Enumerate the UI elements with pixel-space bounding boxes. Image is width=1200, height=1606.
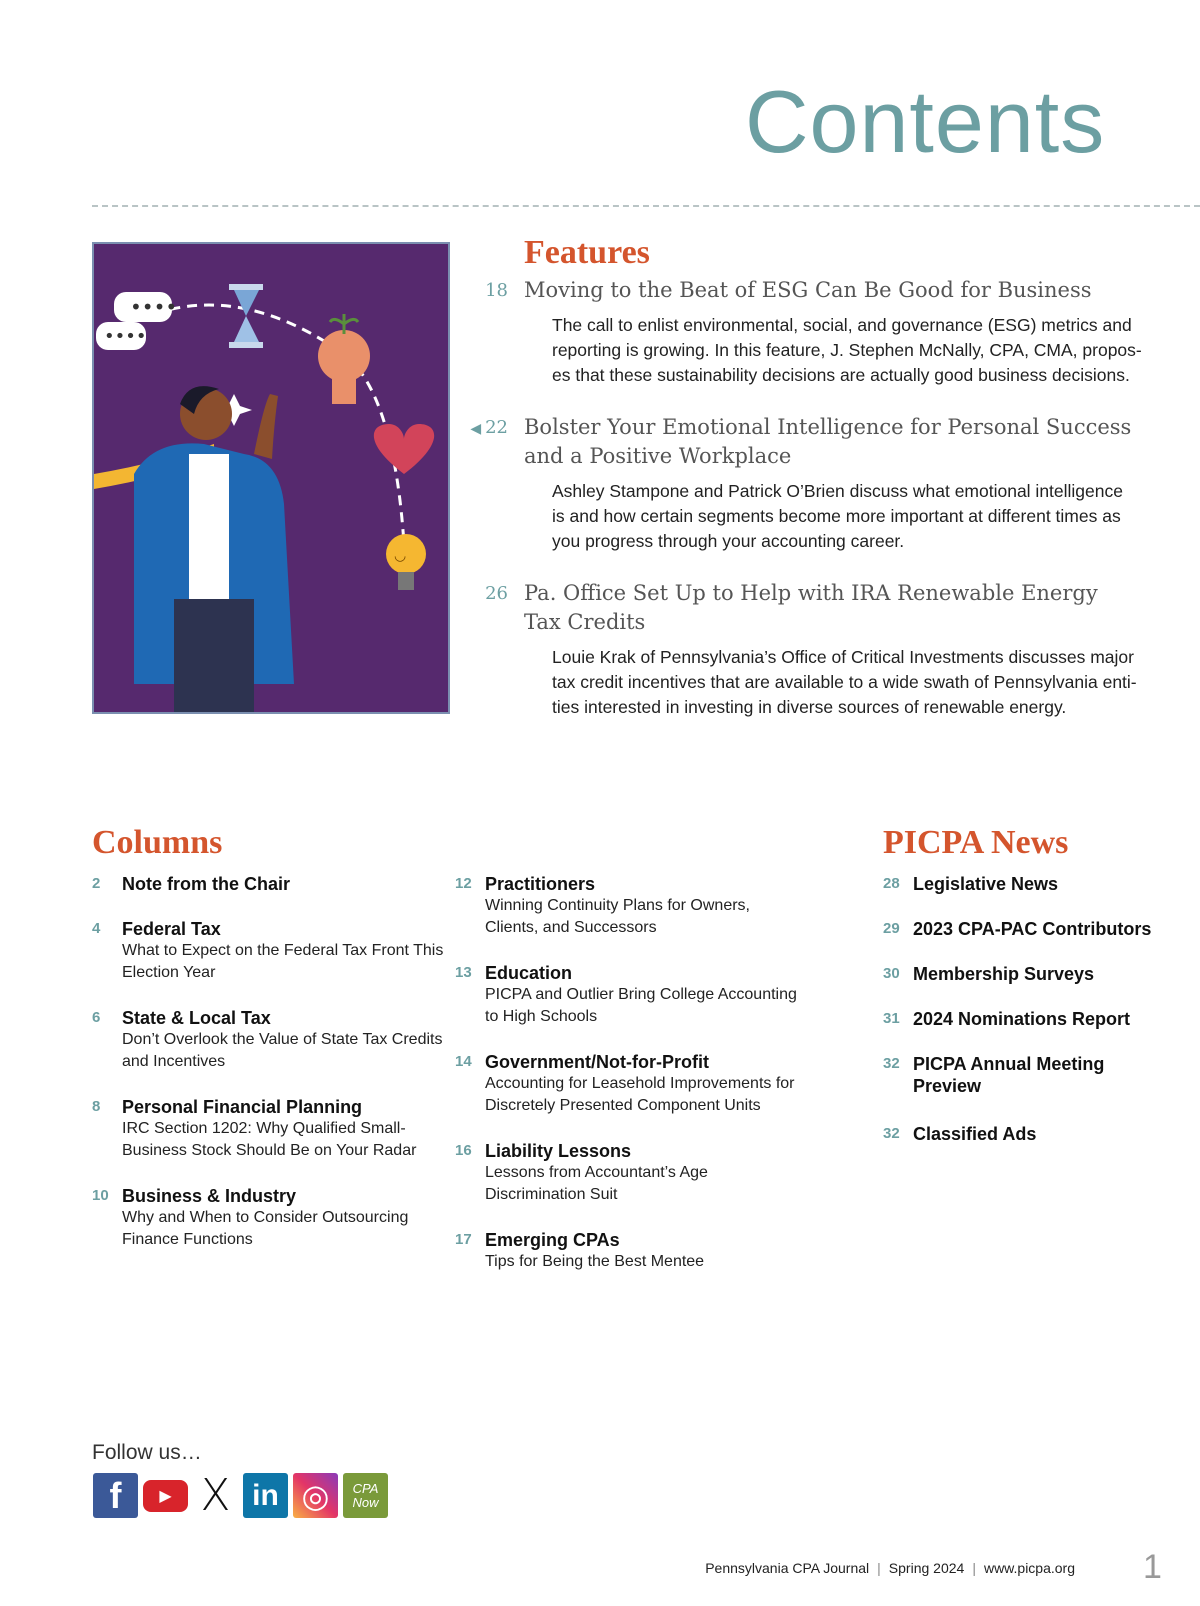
illustration-svg bbox=[94, 244, 448, 712]
feature-page-number-value: 22 bbox=[485, 417, 508, 438]
column-subtitle-line: Don’t Overlook the Value of State Tax Credits bbox=[122, 1031, 443, 1048]
column-item[interactable] bbox=[92, 918, 452, 984]
feature-desc-line: reporting is growing. In this feature, J. Stephen McNally, CPA, CMA, propos- bbox=[552, 340, 1142, 360]
feature-item[interactable] bbox=[460, 276, 1160, 388]
cpa-now-icon[interactable] bbox=[343, 1473, 388, 1518]
feature-title-line: and a Positive Workplace bbox=[524, 444, 792, 468]
feature-title[interactable] bbox=[524, 276, 1160, 305]
youtube-icon[interactable] bbox=[143, 1473, 188, 1518]
news-title: Preview bbox=[913, 1076, 982, 1096]
feature-item[interactable] bbox=[460, 579, 1160, 720]
footer-separator: | bbox=[972, 1560, 976, 1576]
news-title: Legislative News bbox=[913, 874, 1059, 894]
feature-title-line: Moving to the Beat of ESG Can Be Good for Business bbox=[524, 278, 1092, 302]
features-heading: Features bbox=[524, 234, 650, 271]
column-title: Emerging CPAs bbox=[485, 1230, 620, 1250]
feature-title-line: Bolster Your Emotional Intelligence for Personal Success bbox=[524, 415, 1132, 439]
linkedin-glyph: in bbox=[252, 1478, 279, 1512]
column-subtitle-line: What to Expect on the Federal Tax Front This bbox=[122, 942, 444, 959]
feature-desc-line: The call to enlist environmental, social, and governance (ESG) metrics and bbox=[552, 315, 1132, 335]
column-subtitle-line: Clients, and Successors bbox=[485, 919, 657, 936]
column-subtitle-line: Tips for Being the Best Mentee bbox=[485, 1253, 705, 1270]
feature-title-line: Pa. Office Set Up to Help with IRA Renewable Energy bbox=[524, 581, 1098, 605]
column-title: Government/Not-for-Profit bbox=[485, 1052, 709, 1072]
facebook-icon[interactable] bbox=[93, 1473, 138, 1518]
column-subtitle-line: Business Stock Should Be on Your Radar bbox=[122, 1142, 417, 1159]
column-item[interactable] bbox=[92, 1185, 452, 1251]
x-glyph: X bbox=[200, 1470, 231, 1521]
feature-page-number: 26 bbox=[485, 583, 508, 604]
column-subtitle-line: IRC Section 1202: Why Qualified Small- bbox=[122, 1120, 406, 1137]
feature-title[interactable] bbox=[524, 413, 1160, 471]
news-page-number: 32 bbox=[883, 1125, 900, 1142]
column-item[interactable] bbox=[92, 1096, 452, 1162]
news-page-number: 30 bbox=[883, 965, 900, 982]
column-subtitle-line: Lessons from Accountant’s Age bbox=[485, 1164, 708, 1181]
follow-us-label: Follow us… bbox=[92, 1441, 202, 1464]
linkedin-icon[interactable] bbox=[243, 1473, 288, 1518]
column-subtitle-line: Election Year bbox=[122, 964, 216, 981]
cover-story-arrow-icon: ◀ bbox=[470, 421, 482, 437]
instagram-icon[interactable] bbox=[293, 1473, 338, 1518]
column-page-number: 10 bbox=[92, 1187, 109, 1204]
column-item[interactable] bbox=[455, 1229, 815, 1273]
column-page-number: 16 bbox=[455, 1142, 472, 1159]
feature-title-line: Tax Credits bbox=[524, 610, 646, 634]
column-page-number: 2 bbox=[92, 875, 101, 892]
svg-text:••••: •••• bbox=[130, 295, 178, 319]
news-item[interactable] bbox=[883, 1053, 1173, 1097]
news-page-number: 29 bbox=[883, 920, 900, 937]
footer-separator: | bbox=[877, 1560, 881, 1576]
feature-desc-line: Ashley Stampone and Patrick O’Brien discuss what emotional intelligence bbox=[552, 481, 1123, 501]
instagram-glyph: ◎ bbox=[301, 1477, 330, 1514]
footer bbox=[705, 1560, 1075, 1576]
news-page-number: 28 bbox=[883, 875, 900, 892]
news-page-number: 32 bbox=[883, 1055, 900, 1072]
column-page-number: 17 bbox=[455, 1231, 472, 1248]
column-title: Practitioners bbox=[485, 874, 596, 894]
feature-title[interactable] bbox=[524, 579, 1160, 637]
feature-description bbox=[552, 313, 1152, 388]
column-title: Business & Industry bbox=[122, 1186, 297, 1206]
column-page-number: 6 bbox=[92, 1009, 101, 1026]
feature-desc-line: ties interested in investing in diverse sources of renewable energy. bbox=[552, 697, 1067, 717]
news-title: Membership Surveys bbox=[913, 964, 1095, 984]
column-item[interactable] bbox=[455, 873, 815, 939]
footer-issue: Spring 2024 bbox=[888, 1560, 965, 1576]
column-title: Federal Tax bbox=[122, 919, 221, 939]
youtube-glyph: ▶ bbox=[143, 1480, 188, 1512]
column-item[interactable] bbox=[455, 1051, 815, 1117]
feature-page-number: 18 bbox=[485, 280, 508, 301]
page-title: Contents bbox=[745, 72, 1106, 171]
divider bbox=[92, 205, 1200, 207]
column-title: Education bbox=[485, 963, 573, 983]
footer-journal: Pennsylvania CPA Journal bbox=[705, 1560, 870, 1576]
column-subtitle-line: PICPA and Outlier Bring College Accounting bbox=[485, 986, 797, 1003]
column-item[interactable] bbox=[92, 1007, 452, 1073]
feature-description bbox=[552, 479, 1152, 554]
news-title: 2023 CPA-PAC Contributors bbox=[913, 919, 1152, 939]
news-item[interactable] bbox=[883, 963, 1173, 985]
feature-desc-line: Louie Krak of Pennsylvania’s Office of Critical Investments discusses major bbox=[552, 647, 1134, 667]
column-title: Personal Financial Planning bbox=[122, 1097, 363, 1117]
news-item[interactable] bbox=[883, 1008, 1173, 1030]
columns-heading: Columns bbox=[92, 824, 223, 861]
news-title: 2024 Nominations Report bbox=[913, 1009, 1131, 1029]
column-title: Liability Lessons bbox=[485, 1141, 632, 1161]
column-subtitle-line: Discretely Presented Component Units bbox=[485, 1097, 761, 1114]
column-subtitle-line: and Incentives bbox=[122, 1053, 226, 1070]
column-subtitle-line: Winning Continuity Plans for Owners, bbox=[485, 897, 750, 914]
facebook-glyph: f bbox=[109, 1474, 122, 1516]
column-page-number: 14 bbox=[455, 1053, 472, 1070]
footer-url[interactable]: www.picpa.org bbox=[983, 1560, 1075, 1576]
feature-desc-line: is and how certain segments become more important at different times as bbox=[552, 506, 1121, 526]
column-item[interactable] bbox=[455, 1140, 815, 1206]
news-title: Classified Ads bbox=[913, 1124, 1037, 1144]
news-item[interactable] bbox=[883, 873, 1173, 895]
column-subtitle-line: Discrimination Suit bbox=[485, 1186, 618, 1203]
feature-item[interactable] bbox=[460, 413, 1160, 554]
page-number: 1 bbox=[1143, 1548, 1162, 1586]
column-title: State & Local Tax bbox=[122, 1008, 271, 1028]
cpa-now-glyph: CPA Now bbox=[352, 1480, 379, 1510]
column-subtitle-line: to High Schools bbox=[485, 1008, 598, 1025]
column-page-number: 12 bbox=[455, 875, 472, 892]
cover-illustration bbox=[92, 242, 450, 714]
column-title: Note from the Chair bbox=[122, 874, 291, 894]
feature-desc-line: tax credit incentives that are available to a wide swath of Pennsylvania enti- bbox=[552, 672, 1137, 692]
svg-text:••••: •••• bbox=[104, 326, 147, 347]
column-page-number: 8 bbox=[92, 1098, 101, 1115]
feature-desc-line: es that these sustainability decisions are actually good business decisions. bbox=[552, 365, 1130, 385]
feature-page-number bbox=[460, 417, 508, 438]
news-item[interactable] bbox=[883, 1123, 1173, 1145]
column-item[interactable] bbox=[455, 962, 815, 1028]
news-page-number: 31 bbox=[883, 1010, 900, 1027]
news-title: PICPA Annual Meeting bbox=[913, 1054, 1105, 1074]
column-subtitle-line: Why and When to Consider Outsourcing bbox=[122, 1209, 409, 1226]
column-subtitle-line: Finance Functions bbox=[122, 1231, 253, 1248]
feature-desc-line: you progress through your accounting career. bbox=[552, 531, 905, 551]
news-item[interactable] bbox=[883, 918, 1173, 940]
feature-description bbox=[552, 645, 1152, 720]
picpa-news-heading: PICPA News bbox=[883, 824, 1069, 861]
x-icon[interactable] bbox=[193, 1470, 238, 1521]
column-subtitle-line: Accounting for Leasehold Improvements for bbox=[485, 1075, 795, 1092]
column-page-number: 4 bbox=[92, 920, 101, 937]
column-page-number: 13 bbox=[455, 964, 472, 981]
column-item[interactable] bbox=[92, 873, 452, 895]
svg-text:◡: ◡ bbox=[394, 548, 407, 564]
